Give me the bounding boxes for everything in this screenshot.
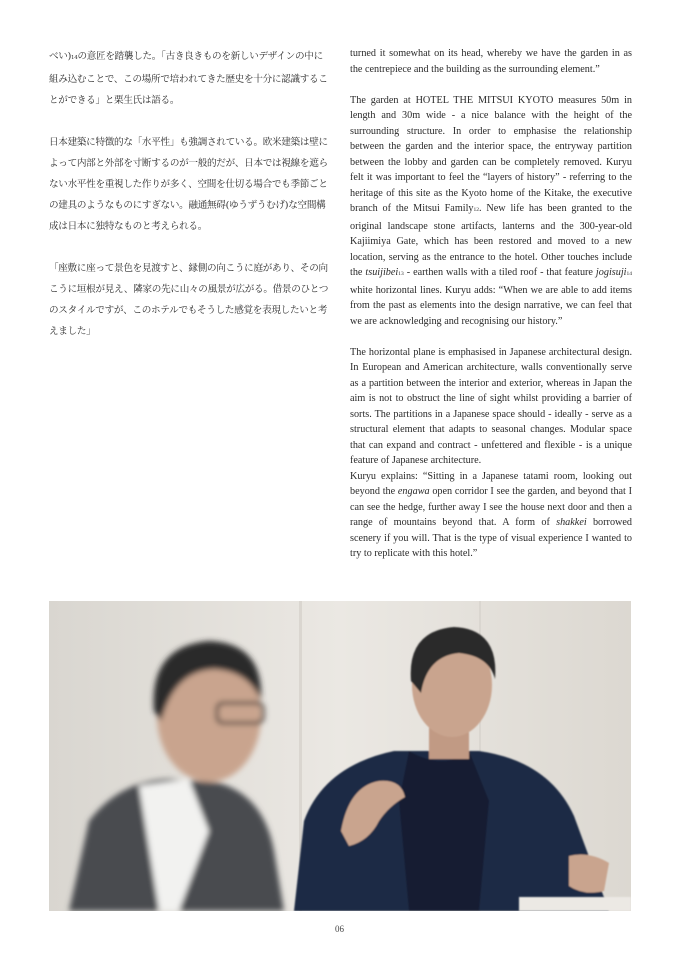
jp-p1-text-b: の意匠を踏襲した。「古き良きものを新しいデザインの中に組み込むことで、この場所で培われてきた歴史を十分に認識することができる」と栗生氏は語る。 xyxy=(49,51,328,106)
en-paragraph-1: turned it somewhat on its head, whereby we have the garden in as the centrepiece and the building as the surrounding element.” xyxy=(350,48,632,75)
en-paragraph-4 xyxy=(350,469,632,562)
jp-paragraph-3: 「座敷に座って景色を見渡すと、縁側の向こうに庭があり、その向こうに垣根が見え、隣家の先に山々の風景が広がる。借景のひとつのスタイルですが、このホテルでもそうした感覚を表現したいと考えました」 xyxy=(49,263,329,337)
interview-photo-illustration xyxy=(49,601,631,911)
jp-p1-text-a: べい) xyxy=(49,51,72,62)
page-number: 06 xyxy=(335,924,344,934)
footnote-marker: 14 xyxy=(626,270,632,277)
term-jogisuji: jogisuji xyxy=(595,267,627,278)
en-p2-text-a: The garden at HOTEL THE MITSUI KYOTO measures 50m in length and 30m wide - a nice balance with the height of the surrounding structure. In order to emphasise the relationship between the garden and the interior space, the entryway partition between the lobby and garden can be completely removed. Kuryu felt it was important to feel the “layers of history” - referring to the heritage of this site as the Kyoto home of the Kitake, the executive branch of the Mitsui Family xyxy=(350,94,632,214)
footnote-marker: 13 xyxy=(398,270,404,277)
footnote-marker: 12 xyxy=(473,206,479,213)
interview-photo xyxy=(49,601,631,911)
en-p2-text-d: white horizontal lines. Kuryu adds: “When we are able to add items from the past as elements into the design narrative, we can feel that we are acknowledging and recognising our history.” xyxy=(350,284,632,327)
jp-paragraph-2: 日本建築に特徴的な「水平性」も強調されている。欧米建築は壁によって内部と外部を寸断するのが一般的だが、日本では視線を遮らない水平性を重視した作りが多く、空間を仕切る場合でも季節ごとの建具のようなものにすぎない。融通無碍(ゆうずうむげ)な空間構成は日本に独特なものと考えられる。 xyxy=(49,137,328,232)
english-column xyxy=(350,46,632,577)
en-p2-text-c: - earthen walls with a tiled roof - that feature xyxy=(403,267,596,278)
en-p4-text-a: Kuryu explains: “Sitting in a Japanese tatami room, looking out beyond the xyxy=(350,470,632,497)
term-tsuijibei: tsuijibei xyxy=(365,267,399,278)
en-paragraph-2 xyxy=(350,93,632,330)
japanese-column xyxy=(49,46,332,363)
term-engawa: engawa xyxy=(397,486,430,497)
footnote-marker: 14 xyxy=(71,54,78,61)
en-p4-text-c: borrowed scenery if you will. That is the type of visual experience I wanted to try to replicate with this hotel.” xyxy=(350,517,633,559)
jp-paragraph-1 xyxy=(49,46,332,111)
en-paragraph-3: The horizontal plane is emphasised in Japanese architectural design. In European and American architecture, walls conventionally serve as a partition between the interior and exterior, whereas in Japan the aim is not to obstruct the line of sight whilst providing a barrier of sorts. The partitions in a Japanese space should - ideally - serve as a structural element that adapts to seasonal changes. Modular space that can expand and contract - unfettered and flexible - is a unique feature of Japanese architecture. xyxy=(350,346,632,466)
en-p4-text-b: open corridor I see the garden, and beyond that I can see the hedge, further away I see the house next door and then a range of mountains beyond that. A form of xyxy=(350,486,633,528)
en-p2-text-b: . New life has been granted to the original landscape stone artifacts, lanterns and the 300-year-old Kajiimiya Gate, which has been restored and moved to a new location, serving as the entrance to the hotel. Other touches include the xyxy=(350,203,632,278)
term-shakkei: shakkei xyxy=(556,517,587,528)
